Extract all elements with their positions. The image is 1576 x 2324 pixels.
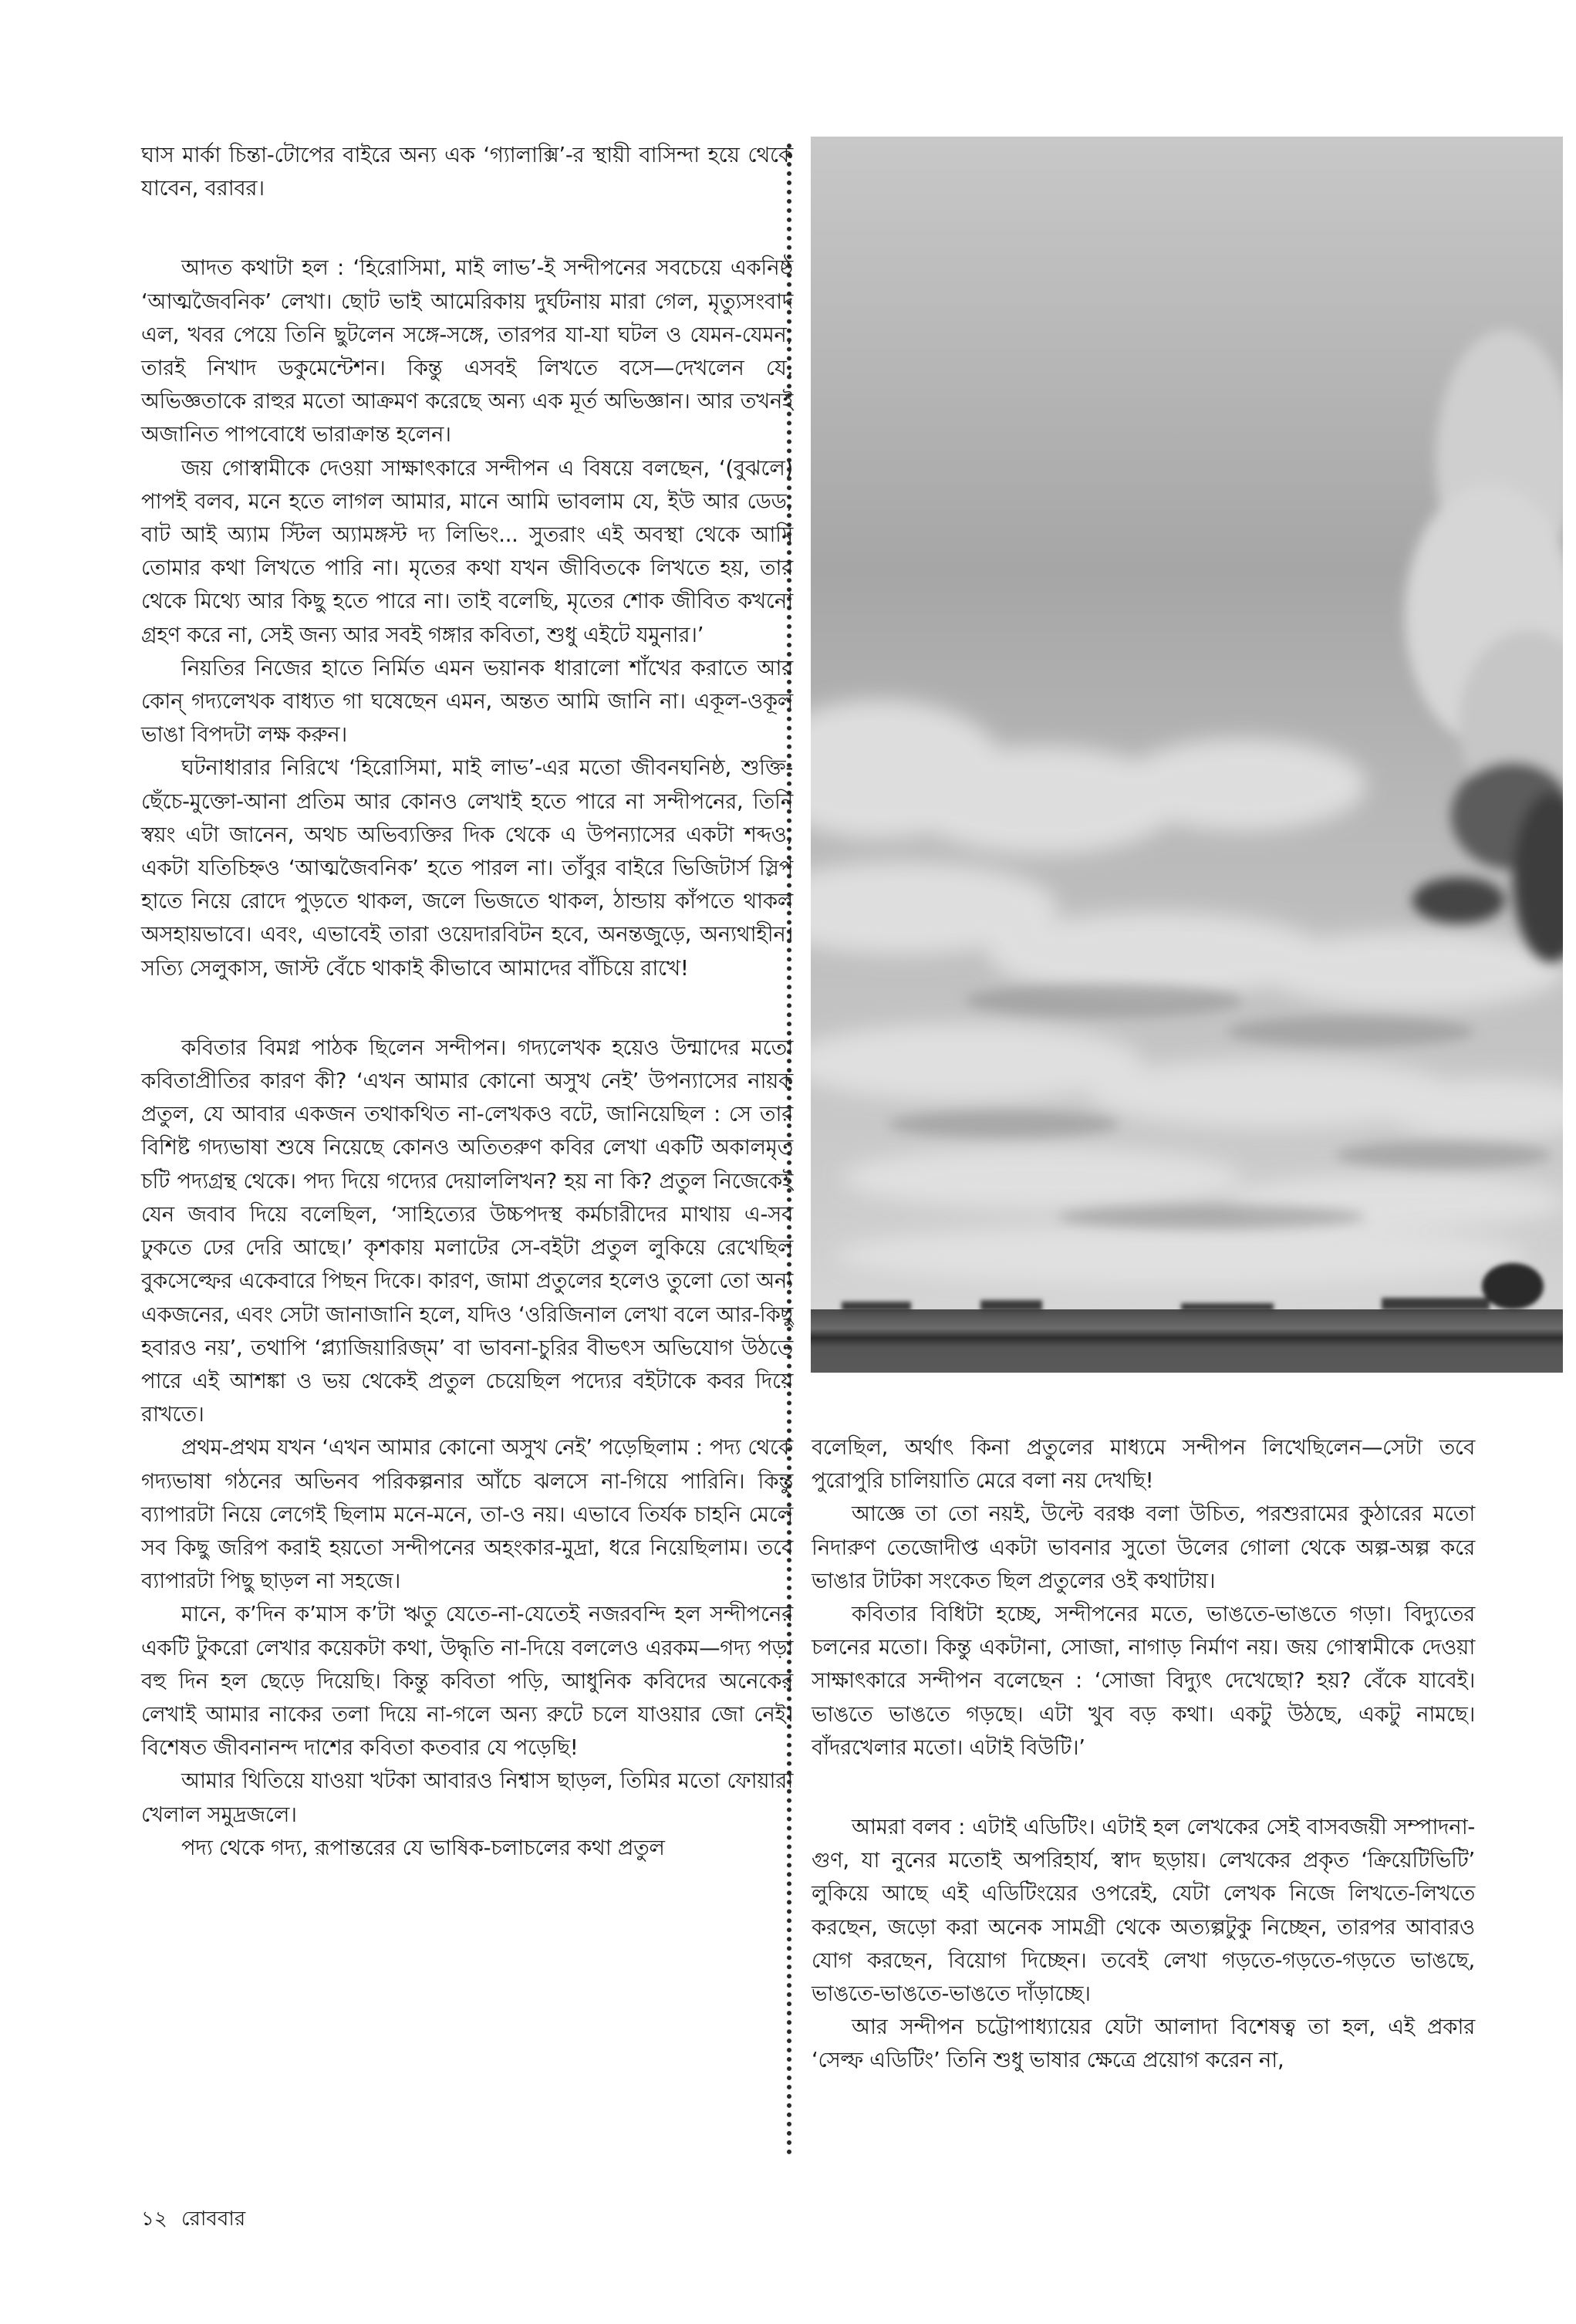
paragraph: মানে, ক’দিন ক’মাস ক’টা ঋতু যেতে-না-যেতেই নজরবন্দি হল সন্দীপনের একটি টুকরো লেখার কয়েকটা কথা, উদ্ধৃতি না-দিয়ে বললেও এরকম—গদ্য পড়া বহু দিন হল ছেড়ে দিয়েছি। কিন্তু কবিতা পড়ি, আধুনিক কবিদের অনেকের লেখাই আমার নাকের তলা দিয়ে না-গলে অন্য রুটে চলে যাওয়ার জো নেই। বিশেষত জীবনানন্দ দাশের কবিতা কতবার যে পড়েছি! [141, 1602, 793, 1761]
paragraph: ঘাস মার্কা চিন্তা-টোপের বাইরে অন্য এক ‘গ্যালাক্সি’-র স্থায়ী বাসিন্দা হয়ে থেকে যাবেন, বরাবর। [141, 143, 793, 201]
paragraph: বলেছিল, অর্থাৎ কিনা প্রতুলের মাধ্যমে সন্দীপন লিখেছিলেন—সেটা তবে পুরোপুরি চালিয়াতি মেরে বলা নয় দেখছি! [812, 1435, 1475, 1494]
column-divider-dotted [787, 144, 791, 2156]
paragraph: আর সন্দীপন চট্টোপাধ্যায়ের যেটা আলাদা বিশেষত্ব তা হল, এই প্রকার ‘সেল্ফ এডিটিং’ তিনি শুধু ভাষার ক্ষেত্রে প্রয়োগ করেন না, [812, 2015, 1475, 2073]
page-number: ১২ [141, 2207, 167, 2231]
publication-name: রোববার [181, 2207, 246, 2231]
paragraph-gap [141, 985, 793, 1032]
paragraph: প্রথম-প্রথম যখন ‘এখন আমার কোনো অসুখ নেই’ পড়েছিলাম : পদ্য থেকে গদ্যভাষা গঠনের অভিনব পরিকল্পনার আঁচে ঝলসে না-গিয়ে পারিনি। কিন্তু ব্যাপারটা নিয়ে লেগেই ছিলাম মনে-মনে, তা-ও নয়। এভাবে তির্যক চাহনি মেলে সব কিছু জরিপ করাই হয়তো সন্দীপনের অহংকার-মুদ্রা, ধরে নিয়েছিলাম। তবে ব্যাপারটা পিছু ছাড়ল না সহজে। [141, 1435, 793, 1594]
paragraph: আজ্ঞে তা তো নয়ই, উল্টে বরঞ্চ বলা উচিত, পরশুরামের কুঠারের মতো নিদারুণ তেজোদীপ্ত একটা ভাবনার সুতো উলের গোলা থেকে অল্প-অল্প করে ভাঙার টাটকা সংকেত ছিল প্রতুলের ওই কথাটায়। [812, 1501, 1475, 1593]
paragraph: ঘটনাধারার নিরিখে ‘হিরোসিমা, মাই লাভ’-এর মতো জীবনঘনিষ্ঠ, শুক্তি-ছেঁচে-মুক্তো-আনা প্রতিম আর কোনও লেখাই হতে পারে না সন্দীপনের, তিনি স্বয়ং এটা জানেন, অথচ অভিব্যক্তির দিক থেকে এ উপন্যাসের একটা শব্দও, একটা যতিচিহ্নও ‘আত্মজৈবনিক’ হতে পারল না। তাঁবুর বাইরে ভিজিটার্স স্লিপ হাতে নিয়ে রোদে পুড়তে থাকল, জলে ভিজতে থাকল, ঠান্ডায় কাঁপতে থাকল অসহায়ভাবে। এবং, এভাবেই তারা ওয়েদারবিটন হবে, অনন্তজুড়ে, অন্যথাহীন। সত্যি সেলুকাস, জাস্ট বেঁচে থাকাই কীভাবে আমাদের বাঁচিয়ে রাখে! [141, 755, 793, 981]
paragraph: কবিতার বিধিটা হচ্ছে, সন্দীপনের মতে, ভাঙতে-ভাঙতে গড়া। বিদ্যুতের চলনের মতো। কিন্তু একটানা, সোজা, নাগাড় নির্মাণ নয়। জয় গোস্বামীকে দেওয়া সাক্ষাৎকারে সন্দীপন বলেছেন : ‘সোজা বিদ্যুৎ দেখেছো? হয়? বেঁকে যাবেই। ভাঙতে ভাঙতে গড়ছে। এটা খুব বড় কথা। একটু উঠছে, একটু নামছে। বাঁদরখেলার মতো। এটাই বিউটি।’ [812, 1602, 1475, 1760]
paragraph: পদ্য থেকে গদ্য, রূপান্তরের যে ভাষিক-চলাচলের কথা প্রতুল [181, 1835, 665, 1860]
paragraph: আমরা বলব : এটাই এডিটিং। এটাই হল লেখকের সেই বাসবজয়ী সম্পাদনা-গুণ, যা নুনের মতোই অপরিহার্য, স্বাদ ছড়ায়। লেখকের প্রকৃত ‘ক্রিয়েটিভিটি’ লুকিয়ে আছে এই এডিটিংয়ের ওপরেই, যেটা লেখক নিজে লিখতে-লিখতে করছেন, জড়ো করা অনেক সামগ্রী থেকে অত্যল্পটুকু নিচ্ছেন, তারপর আবারও যোগ করছেন, বিয়োগ দিচ্ছেন। তবেই লেখা গড়তে-গড়তে-গড়তে ভাঙছে, ভাঙতে-ভাঙতে-ভাঙতে দাঁড়াচ্ছে। [812, 1815, 1475, 2007]
article-photo-mushroom-cloud [811, 137, 1563, 1373]
paragraph: কবিতার বিমগ্ন পাঠক ছিলেন সন্দীপন। গদ্যলেখক হয়েও উন্মাদের মতো কবিতাপ্রীতির কারণ কী? ‘এখন আমার কোনো অসুখ নেই’ উপন্যাসের নায়ক প্রতুল, যে আবার একজন তথাকথিত না-লেখকও বটে, জানিয়েছিল : সে তার বিশিষ্ট গদ্যভাষা শুষে নিয়েছে কোনও অতিতরুণ কবির লেখা একটি অকালমৃত চটি পদ্যগ্রন্থ থেকে। পদ্য দিয়ে গদ্যের দেয়াললিখন? হয় না কি? প্রতুল নিজেকেই যেন জবাব দিয়ে বলেছিল, ‘সাহিত্যের উচ্চপদস্থ কর্মচারীদের মাথায় এ-সব ঢুকতে ঢের দেরি আছে।’ কৃশকায় মলাটের সে-বইটা প্রতুল লুকিয়ে রেখেছিল বুকসেল্ফের একেবারে পিছন দিকে। কারণ, জামা প্রতুলের হলেও তুলো তো অন্য একজনের, এবং সেটা জানাজানি হলে, যদিও ‘ওরিজিনাল লেখা বলে আর-কিছু হবারও নয়’, তথাপি ‘প্ল্যাজিয়ারিজ্ম’ বা ভাবনা-চুরির বীভৎস অভিযোগ উঠতে পারে এই আশঙ্কা ও ভয় থেকেই প্রতুল চেয়েছিল পদ্যের বইটাকে কবর দিয়ে রাখতে। [141, 1035, 793, 1427]
paragraph: জয় গোস্বামীকে দেওয়া সাক্ষাৎকারে সন্দীপন এ বিষয়ে বলছেন, ‘(বুঝলে) পাপই বলব, মনে হতে লাগল আমার, মানে আমি ভাবলাম যে, ইউ আর ডেড, বাট আই অ্যাম স্টিল অ্যামঙ্গস্ট দ্য লিভিং... সুতরাং এই অবস্থা থেকে আমি তোমার কথা লিখতে পারি না। মৃতের কথা যখন জীবিতকে লিখতে হয়, তার থেকে মিথ্যে আর কিছু হতে পারে না। তাই বলেছি, মৃতের শোক জীবিত কখনো গ্রহণ করে না, সেই জন্য আর সবই গঙ্গার কবিতা, শুধু এইটে যমুনার।’ [141, 455, 793, 647]
article-column-right [812, 1431, 1475, 2078]
paragraph: আদত কথাটা হল : ‘হিরোসিমা, মাই লাভ’-ই সন্দীপনের সবচেয়ে একনিষ্ঠ ‘আত্মজৈবনিক’ লেখা। ছোট ভাই আমেরিকায় দুর্ঘটনায় মারা গেল, মৃত্যুসংবাদ এল, খবর পেয়ে তিনি ছুটলেন সঙ্গে-সঙ্গে, তারপর যা-যা ঘটল ও যেমন-যেমন, তারই নিখাদ ডকুমেন্টেশন। কিন্তু এসবই লিখতে বসে—দেখলেন যে, অভিজ্ঞতাকে রাহুর মতো আক্রমণ করেছে অন্য এক মূর্ত অভিজ্ঞান। আর তখনই অজানিত পাপবোধে ভারাক্রান্ত হলেন। [141, 255, 793, 448]
paragraph-gap [141, 205, 793, 252]
page-footer [141, 2203, 245, 2237]
article-column-left [141, 139, 793, 1865]
photo-image [811, 137, 1563, 1373]
paragraph: নিয়তির নিজের হাতে নির্মিত এমন ভয়ানক ধারালো শাঁখের করাতে আর কোন্ গদ্যলেখক বাধ্যত গা ঘষেছেন এমন, অন্তত আমি জানি না। একূল-ওকূল ভাঙা বিপদটা লক্ষ করুন। [141, 655, 793, 748]
paragraph: আমার থিতিয়ে যাওয়া খটকা আবারও নিশ্বাস ছাড়ল, তিমির মতো ফোয়ারা খেলাল সমুদ্রজলে। [141, 1768, 793, 1827]
paragraph-gap [812, 1765, 1475, 1811]
